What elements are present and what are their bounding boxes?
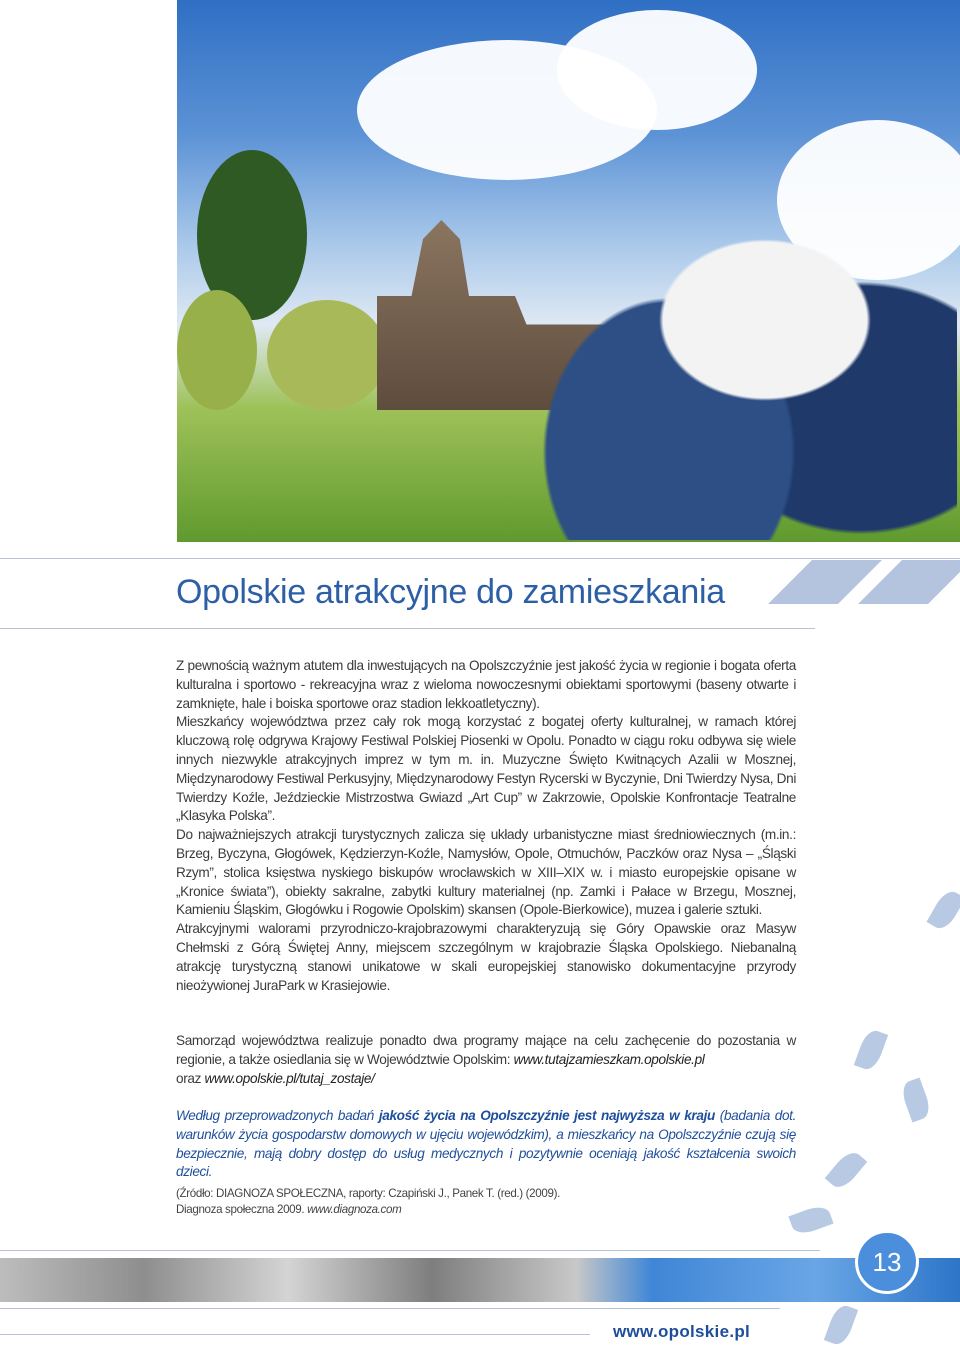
program-link-1[interactable]: www.tutajzamieszkam.opolskie.pl [513,1051,705,1067]
page-title: Opolskie atrakcyjne do zamieszkania [176,573,725,611]
source-line-1: (Źródło: DIAGNOZA SPOŁECZNA, raporty: Czapiński J., Panek T. (red.) (2009). [176,1187,560,1200]
quote-lead: Według przeprowadzonych badań [176,1108,374,1123]
main-text [176,657,796,995]
paragraph: Mieszkańcy województwa przez cały rok mogą korzystać z bogatej oferty kulturalnej, w ramach której kluczową rolę odgrywa Krajowy Festiwal Polskiej Piosenki w Opolu. Ponadto w ciągu roku odbywa się wiele innych niezwykle atrakcyjnych imprez w tym m. in. Muzyczne Święto Kwitnących Azalii w Mosznej, Międzynarodowy Festiwal Perkusyjny, Międzynarodowy Festyn Rycerski w Byczynie, Dni Twierdzy Nysa, Dni Twierdzy Koźle, Jeździeckie Mistrzostwa Gwiazd „Art Cup” w Zakrzowie, Opolskie Konfrontacje Teatralne „Klasyka Polska”. [176,714,796,824]
leaf-ornament-icon [926,887,960,933]
paragraph: Z pewnością ważnym atutem dla inwestujących na Opolszczyźnie jest jakość życia w regionie i bogata oferta kulturalna i sportowo - rekreacyjna wraz z wieloma nowoczesnymi obiektami sportowymi (baseny otwarte i zamknięte, hale i boiska sportowe oraz stadion lekkoatletyczny). [176,658,796,711]
programs-text [176,1032,796,1088]
hero-photo-family-castle [177,0,960,542]
source-note [176,1186,796,1218]
page-number: 13 [855,1230,919,1294]
programs-description: Samorząd województwa realizuje ponadto dwa programy mające na celu zachęcenie do pozostania w regionie, a także osiedlania się w Województwie Opolskim: [176,1033,796,1067]
program-link-2[interactable]: www.opolskie.pl/tutaj_zostaje/ [204,1070,375,1086]
divider-top [0,558,960,559]
leaf-ornament-icon [824,1302,858,1347]
divider-footer-2 [0,1334,590,1335]
footer-url[interactable]: www.opolskie.pl [613,1322,751,1341]
footer-photo-band [0,1258,960,1302]
divider-footer [0,1308,780,1309]
divider-title [0,628,815,629]
divider-bottom [0,1250,820,1251]
quote-rest: (badania dot. warunków życia gospodarstw domowych w ujęciu wojewódzkim), a mieszkańcy na Opolszczyźnie czują się bezpiecznie, mają dobry dostęp do usług medycznych i pozytywnie oceniają jakość kształcenia swoich dzieci. [176,1108,797,1180]
source-link[interactable]: www.diagnoza.com [307,1203,402,1216]
leaf-ornament-icon [825,1148,868,1193]
programs-oraz: oraz [176,1070,202,1086]
quote-highlight: jakość życia na Opolszczyźnie jest najwyższa w kraju [378,1108,715,1123]
paragraph: Do najważniejszych atrakcji turystycznych zalicza się układy urbanistyczne miast średniowiecznych (m.in.: Brzeg, Byczyna, Głogówek, Kędzierzyn-Koźle, Namysłów, Opole, Otmuchów, Paczków oraz Nysa – „Śląski Rzym”, stolica księstwa nyskiego biskupów wrocławskich w XIII–XIX w. i miasto europejskie opisane w „Kronice świata”), obiekty sakralne, zabytki kultury materialnej (np. Zamki i Pałace w Brzegu, Mosznej, Kamieniu Śląskim, Głogówku i Rogowie Opolskim) skansen (Opole-Bierkowice), muzea i galerie sztuki. [176,827,796,918]
quote-block [176,1107,796,1182]
source-line-2: Diagnoza społeczna 2009. [176,1203,305,1216]
leaf-ornament-icon [899,1077,933,1122]
paragraph: Atrakcyjnymi walorami przyrodniczo-krajobrazowymi charakteryzują się Góry Opawskie oraz Masyw Chełmski z Górą Świętej Anny, miejscem szczególnym w krajobrazie Śląska Opolskiego. Niebanalną atrakcję turystyczną stanowi unikatowe w skali europejskiej stanowisko dokumentacyjne przyrody nieożywionej JuraPark w Krasiejowie. [176,921,796,993]
leaf-ornament-icon [854,1027,888,1072]
